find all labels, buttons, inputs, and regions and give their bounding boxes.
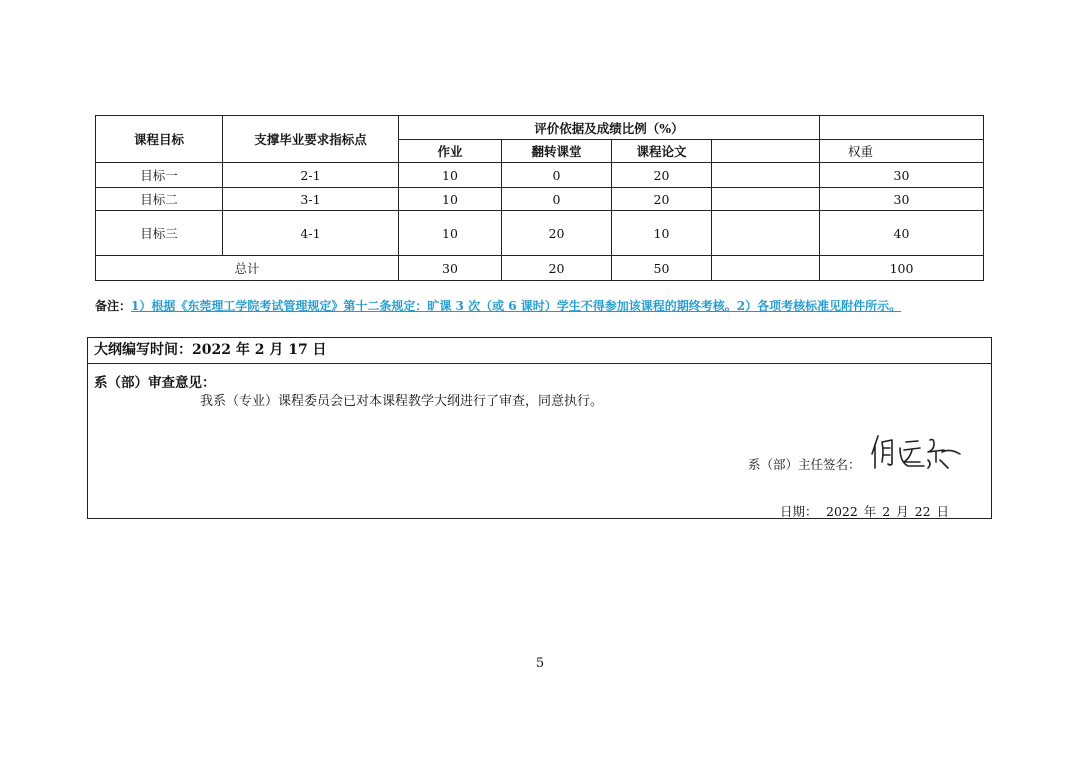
header-course-goal: 课程目标 [96,116,223,163]
remark-label: 备注： [95,299,132,313]
handwritten-signature [868,428,968,470]
review-text: 我系（专业）课程委员会已对本课程教学大纲进行了审查，同意执行。 [200,394,604,409]
review-label: 系（部）审查意见： [94,375,216,391]
outline-approval-box [87,337,992,519]
outline-date-line: 大纲编写时间：2022 年 2 月 17 日 [88,338,991,364]
table-row [96,188,984,211]
cell-weight: 40 [820,211,984,256]
cell-flipped: 20 [502,211,612,256]
cell-goal: 目标一 [96,163,223,188]
assessment-table [95,115,984,281]
cell-empty [712,211,820,256]
cell-indicator: 2-1 [223,163,399,188]
header-homework: 作业 [399,140,502,163]
total-empty [712,256,820,281]
cell-thesis: 20 [612,188,712,211]
total-weight: 100 [820,256,984,281]
cell-homework: 10 [399,211,502,256]
header-blank [820,116,984,140]
cell-indicator: 4-1 [223,211,399,256]
header-weight: 权重 [820,140,984,163]
table-row [96,211,984,256]
header-flipped: 翻转课堂 [502,140,612,163]
cell-flipped: 0 [502,163,612,188]
total-row [96,256,984,281]
cell-empty [712,163,820,188]
date-label: 日期： [780,504,818,519]
remark [95,297,901,314]
cell-weight: 30 [820,188,984,211]
header-indicator: 支撑毕业要求指标点 [223,116,399,163]
cell-indicator: 3-1 [223,188,399,211]
cell-homework: 10 [399,163,502,188]
cell-homework: 10 [399,188,502,211]
total-label: 总计 [96,256,399,281]
cell-empty [712,188,820,211]
cell-flipped: 0 [502,188,612,211]
signature-label: 系（部）主任签名： [748,457,861,472]
header-empty [712,140,820,163]
cell-goal: 目标三 [96,211,223,256]
cell-weight: 30 [820,163,984,188]
table-row [96,163,984,188]
total-thesis: 50 [612,256,712,281]
cell-thesis: 10 [612,211,712,256]
header-eval-group: 评价依据及成绩比例（%） [399,116,820,140]
cell-goal: 目标二 [96,188,223,211]
page-number: 5 [535,656,545,671]
date-value: 2022 年 2 月 22 日 [826,504,950,519]
total-flipped: 20 [502,256,612,281]
total-homework: 30 [399,256,502,281]
remark-link[interactable]: 1）根据《东莞理工学院考试管理规定》第十二条规定：旷课 3 次（或 6 课时）学生不得参加该课程的期终考核。2）各项考核标准见附件所示。 [131,299,902,313]
cell-thesis: 20 [612,163,712,188]
header-thesis: 课程论文 [612,140,712,163]
